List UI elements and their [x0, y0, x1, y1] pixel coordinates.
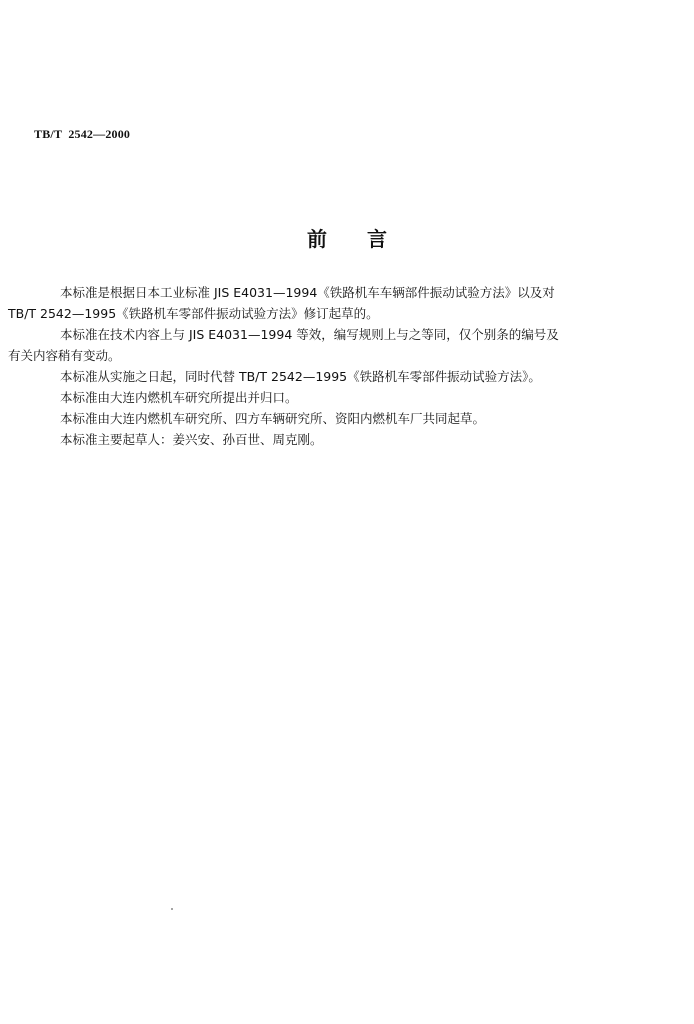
- foreword-body: [8, 282, 654, 450]
- paragraph-line: 本标准主要起草人：姜兴安、孙百世、周克刚。: [60, 432, 323, 447]
- paragraph-line: 本标准由大连内燃机车研究所、四方车辆研究所、资阳内燃机车厂共同起草。: [60, 411, 486, 426]
- paragraph-line: TB/T 2542—1995《铁路机车零部件振动试验方法》修订起草的。: [8, 306, 379, 321]
- paragraph-line: 本标准在技术内容上与 JIS E4031—1994 等效，编写规则上与之等同，仅个别条的编号及: [60, 327, 559, 342]
- paragraph-line: 本标准从实施之日起，同时代替 TB/T 2542—1995《铁路机车零部件振动试验方法》。: [60, 369, 541, 384]
- paragraph-line: 有关内容稍有变动。: [8, 348, 121, 363]
- paragraph-drafting-units: [34, 408, 654, 429]
- paragraph-equivalence: [8, 324, 654, 366]
- paragraph-line: 本标准是根据日本工业标准 JIS E4031—1994《铁路机车车辆部件振动试验方法》以及对: [60, 285, 555, 300]
- standard-number: TB/T 2542—2000: [34, 127, 131, 141]
- foreword-title: 前言: [307, 227, 427, 251]
- paragraph-drafters: [34, 429, 654, 450]
- paragraph-basis: [8, 282, 654, 324]
- paragraph-proposer: [34, 387, 654, 408]
- paragraph-line: 本标准由大连内燃机车研究所提出并归口。: [60, 390, 298, 405]
- paragraph-replacement: [34, 366, 654, 387]
- scan-speck: [171, 908, 173, 910]
